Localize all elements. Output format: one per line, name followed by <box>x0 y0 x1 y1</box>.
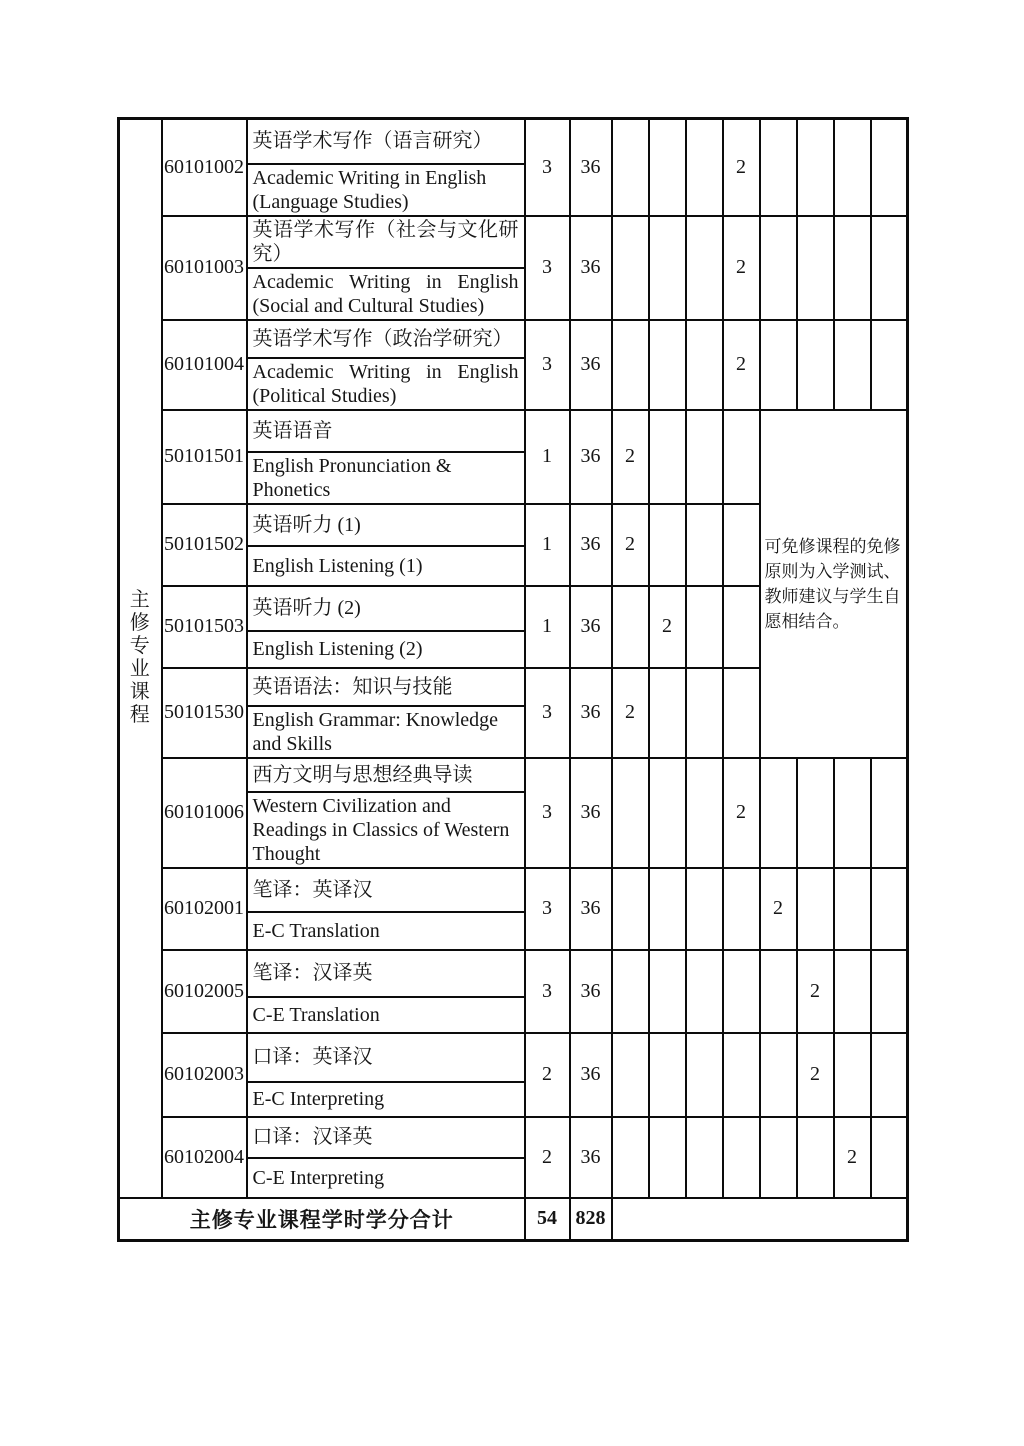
semester-3-cell <box>686 1117 723 1198</box>
semester-2-cell <box>649 950 686 1033</box>
course-name-en: Academic Writing in English (Language Studies) <box>247 164 525 216</box>
course-credits: 1 <box>525 586 570 668</box>
course-hours: 36 <box>570 758 612 868</box>
course-credits: 3 <box>525 758 570 868</box>
course-hours: 36 <box>570 1117 612 1198</box>
course-name-zh: 英语学术写作（政治学研究） <box>247 320 525 358</box>
semester-7-cell: 2 <box>834 1117 871 1198</box>
category-label: 主修专业课程 <box>119 119 162 1198</box>
semester-5-cell <box>760 758 797 868</box>
semester-7-cell <box>834 950 871 1033</box>
course-credits: 3 <box>525 119 570 216</box>
course-credits: 1 <box>525 410 570 504</box>
semester-6-cell <box>797 1117 834 1198</box>
semester-1-cell <box>612 320 649 410</box>
course-code: 60101003 <box>162 216 247 320</box>
semester-3-cell <box>686 868 723 950</box>
semester-8-cell <box>871 320 908 410</box>
course-name-zh: 笔译：英译汉 <box>247 868 525 912</box>
semester-6-cell <box>797 119 834 216</box>
semester-5-cell <box>760 1033 797 1117</box>
semester-1-cell: 2 <box>612 668 649 758</box>
course-name-zh: 英语听力 (2) <box>247 586 525 631</box>
semester-4-cell <box>723 586 760 668</box>
semester-8-cell <box>871 868 908 950</box>
total-hours: 828 <box>570 1198 612 1241</box>
semester-2-cell <box>649 758 686 868</box>
semester-6-cell: 2 <box>797 950 834 1033</box>
semester-3-cell <box>686 668 723 758</box>
course-code: 50101502 <box>162 504 247 586</box>
semester-8-cell <box>871 1117 908 1198</box>
semester-6-cell <box>797 758 834 868</box>
semester-1-cell <box>612 950 649 1033</box>
semester-4-cell <box>723 1117 760 1198</box>
course-hours: 36 <box>570 668 612 758</box>
course-code: 60102004 <box>162 1117 247 1198</box>
course-name-en: E-C Translation <box>247 912 525 950</box>
course-code: 50101501 <box>162 410 247 504</box>
semester-1-cell: 2 <box>612 504 649 586</box>
semester-5-cell <box>760 1117 797 1198</box>
course-code: 60102005 <box>162 950 247 1033</box>
course-name-zh: 英语学术写作（社会与文化研究） <box>247 216 525 268</box>
semester-4-cell <box>723 950 760 1033</box>
semester-2-cell <box>649 216 686 320</box>
semester-2-cell <box>649 119 686 216</box>
course-credits: 2 <box>525 1117 570 1198</box>
semester-4-cell <box>723 1033 760 1117</box>
course-name-en: English Listening (1) <box>247 546 525 586</box>
semester-6-cell <box>797 868 834 950</box>
semester-1-cell <box>612 868 649 950</box>
semester-4-cell: 2 <box>723 216 760 320</box>
semester-8-cell <box>871 216 908 320</box>
course-row <box>119 950 908 997</box>
total-row <box>119 1198 908 1241</box>
semester-4-cell <box>723 868 760 950</box>
course-name-zh: 口译：汉译英 <box>247 1117 525 1158</box>
course-code: 50101503 <box>162 586 247 668</box>
course-code: 60101002 <box>162 119 247 216</box>
semester-7-cell <box>834 320 871 410</box>
semester-1-cell <box>612 586 649 668</box>
course-code: 60102001 <box>162 868 247 950</box>
course-name-en: C-E Translation <box>247 997 525 1033</box>
course-credits: 2 <box>525 1033 570 1117</box>
semester-3-cell <box>686 320 723 410</box>
semester-4-cell <box>723 410 760 504</box>
semester-3-cell <box>686 410 723 504</box>
semester-6-cell <box>797 320 834 410</box>
course-row <box>119 868 908 912</box>
course-name-zh: 英语听力 (1) <box>247 504 525 546</box>
course-hours: 36 <box>570 1033 612 1117</box>
semester-7-cell <box>834 216 871 320</box>
course-name-en: English Grammar: Knowledge and Skills <box>247 706 525 758</box>
course-name-en: English Listening (2) <box>247 631 525 668</box>
course-name-en: Western Civilization and Readings in Classics of Western Thought <box>247 792 525 868</box>
semester-3-cell <box>686 504 723 586</box>
semester-2-cell <box>649 320 686 410</box>
semester-5-cell <box>760 950 797 1033</box>
course-name-en: English Pronunciation & Phonetics <box>247 452 525 504</box>
semester-7-cell <box>834 119 871 216</box>
course-code: 50101530 <box>162 668 247 758</box>
course-code: 60101004 <box>162 320 247 410</box>
semester-7-cell <box>834 868 871 950</box>
semester-7-cell <box>834 1033 871 1117</box>
course-credits: 1 <box>525 504 570 586</box>
course-name-en: C-E Interpreting <box>247 1158 525 1198</box>
semester-2-cell <box>649 410 686 504</box>
course-name-zh: 英语语音 <box>247 410 525 452</box>
semester-2-cell <box>649 868 686 950</box>
semester-8-cell <box>871 950 908 1033</box>
course-name-en: Academic Writing in English (Political Studies) <box>247 358 525 410</box>
semester-6-cell: 2 <box>797 1033 834 1117</box>
course-hours: 36 <box>570 216 612 320</box>
course-row <box>119 119 908 164</box>
semester-5-cell <box>760 216 797 320</box>
semester-5-cell <box>760 119 797 216</box>
total-credits: 54 <box>525 1198 570 1241</box>
semester-1-cell <box>612 119 649 216</box>
course-row <box>119 216 908 268</box>
semester-1-cell <box>612 216 649 320</box>
course-credits: 3 <box>525 668 570 758</box>
total-label: 主修专业课程学时学分合计 <box>119 1198 525 1241</box>
course-name-zh: 西方文明与思想经典导读 <box>247 758 525 792</box>
semester-2-cell <box>649 668 686 758</box>
course-hours: 36 <box>570 119 612 216</box>
course-row <box>119 1033 908 1082</box>
course-hours: 36 <box>570 950 612 1033</box>
course-credits: 3 <box>525 216 570 320</box>
course-credits: 3 <box>525 868 570 950</box>
semester-4-cell <box>723 504 760 586</box>
course-credits: 3 <box>525 320 570 410</box>
course-hours: 36 <box>570 320 612 410</box>
semester-3-cell <box>686 216 723 320</box>
course-code: 60101006 <box>162 758 247 868</box>
semester-8-cell <box>871 1033 908 1117</box>
course-credits: 3 <box>525 950 570 1033</box>
course-code: 60102003 <box>162 1033 247 1117</box>
course-name-en: Academic Writing in English (Social and Cultural Studies) <box>247 268 525 320</box>
semester-3-cell <box>686 119 723 216</box>
course-row <box>119 758 908 792</box>
course-hours: 36 <box>570 586 612 668</box>
course-name-en: E-C Interpreting <box>247 1082 525 1117</box>
course-hours: 36 <box>570 410 612 504</box>
semester-4-cell: 2 <box>723 758 760 868</box>
semester-1-cell: 2 <box>612 410 649 504</box>
course-row <box>119 1117 908 1158</box>
semester-2-cell <box>649 504 686 586</box>
semester-4-cell <box>723 668 760 758</box>
semester-1-cell <box>612 758 649 868</box>
semester-1-cell <box>612 1117 649 1198</box>
semester-3-cell <box>686 950 723 1033</box>
course-hours: 36 <box>570 504 612 586</box>
course-hours: 36 <box>570 868 612 950</box>
semester-3-cell <box>686 586 723 668</box>
semester-5-cell <box>760 320 797 410</box>
semester-4-cell: 2 <box>723 320 760 410</box>
course-name-zh: 笔译：汉译英 <box>247 950 525 997</box>
total-empty-cell <box>612 1198 908 1241</box>
semester-2-cell <box>649 1033 686 1117</box>
semester-5-cell: 2 <box>760 868 797 950</box>
semester-2-cell: 2 <box>649 586 686 668</box>
course-name-zh: 口译：英译汉 <box>247 1033 525 1082</box>
semester-2-cell <box>649 1117 686 1198</box>
course-name-zh: 英语语法：知识与技能 <box>247 668 525 706</box>
semester-4-cell: 2 <box>723 119 760 216</box>
course-name-zh: 英语学术写作（语言研究） <box>247 119 525 164</box>
exemption-note: 可免修课程的免修原则为入学测试、教师建议与学生自愿相结合。 <box>760 410 908 758</box>
semester-1-cell <box>612 1033 649 1117</box>
semester-8-cell <box>871 758 908 868</box>
semester-3-cell <box>686 758 723 868</box>
semester-8-cell <box>871 119 908 216</box>
semester-6-cell <box>797 216 834 320</box>
course-row <box>119 410 908 452</box>
semester-7-cell <box>834 758 871 868</box>
curriculum-table <box>117 117 909 1242</box>
semester-3-cell <box>686 1033 723 1117</box>
course-row <box>119 320 908 358</box>
